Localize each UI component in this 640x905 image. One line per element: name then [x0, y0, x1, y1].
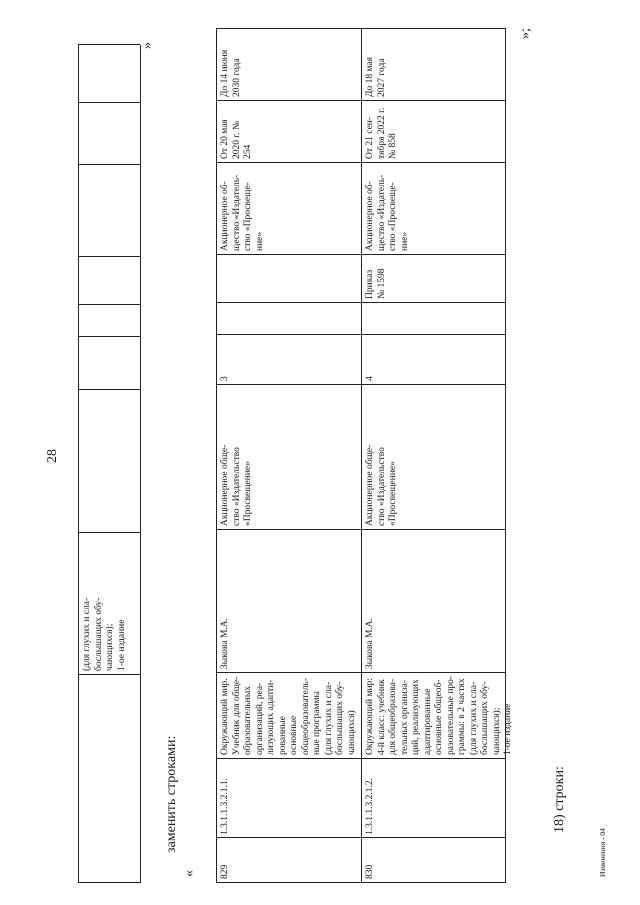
next-section-heading: 18) строки:	[552, 766, 567, 833]
closing-quote-semicolon: »;	[518, 28, 533, 39]
row-valid-until: До 14 июня 2030 года	[220, 49, 242, 97]
row-order: Приказ № 1598	[365, 268, 387, 299]
row-grade: 3	[220, 376, 230, 381]
row-title: Окружающий мир. Учебник для обще- образовательных организаций, реа- лизующих адапти- рованные основные общеобразователь- ные программы (для глухих и сла- бослышащих обу- чающихся)	[220, 676, 357, 755]
footer-text: Изменения - 04	[598, 828, 607, 877]
row-organization: Акционерное об- щество «Издатель- ство «Просвеще- ние»	[220, 174, 265, 251]
row-number: 829	[220, 864, 230, 879]
row-number: 830	[365, 864, 375, 879]
opening-quote: «	[182, 870, 197, 877]
row-organization: Акционерное об- щество «Издатель- ство «Просвеще- ние»	[365, 174, 410, 251]
row-valid-until: До 18 мая 2027 года	[365, 56, 387, 97]
row-title: Окружающий мир: 4-й класс: учебник для общеобразова- тельных организа- ций, реализующих адаптированные основные общеоб- разовательные про- граммы: в 2 частях (для глухих и сла- бослышащих обу- чающихся); 1-ое издание	[365, 676, 513, 755]
row-publisher: Акционерное обще- ство «Издательство «Просвещение»	[365, 444, 398, 526]
row-grade: 4	[365, 376, 375, 381]
page-number: 28	[45, 449, 60, 463]
row-code: 1.3.1.1.3.2.1.1.	[220, 778, 230, 835]
row-publisher: Акционерное обще- ство «Издательство «Просвещение»	[220, 444, 253, 526]
top-name-cell: (для глухих и сла- бослышащих обу- чающихся); 1-ое издание	[82, 597, 127, 671]
closing-quote: »	[140, 42, 155, 49]
row-code: 1.3.1.1.3.2.1.2.	[365, 778, 375, 835]
row-author: Зыкова М.А.	[220, 617, 230, 669]
row-author: Зыкова М.А.	[365, 617, 375, 669]
row-date: От 20 мая 2020 г. № 254	[220, 119, 253, 159]
row-date: От 21 сен- тября 2022 г. № 858	[365, 107, 398, 159]
replace-heading: заменить строками:	[164, 735, 179, 853]
